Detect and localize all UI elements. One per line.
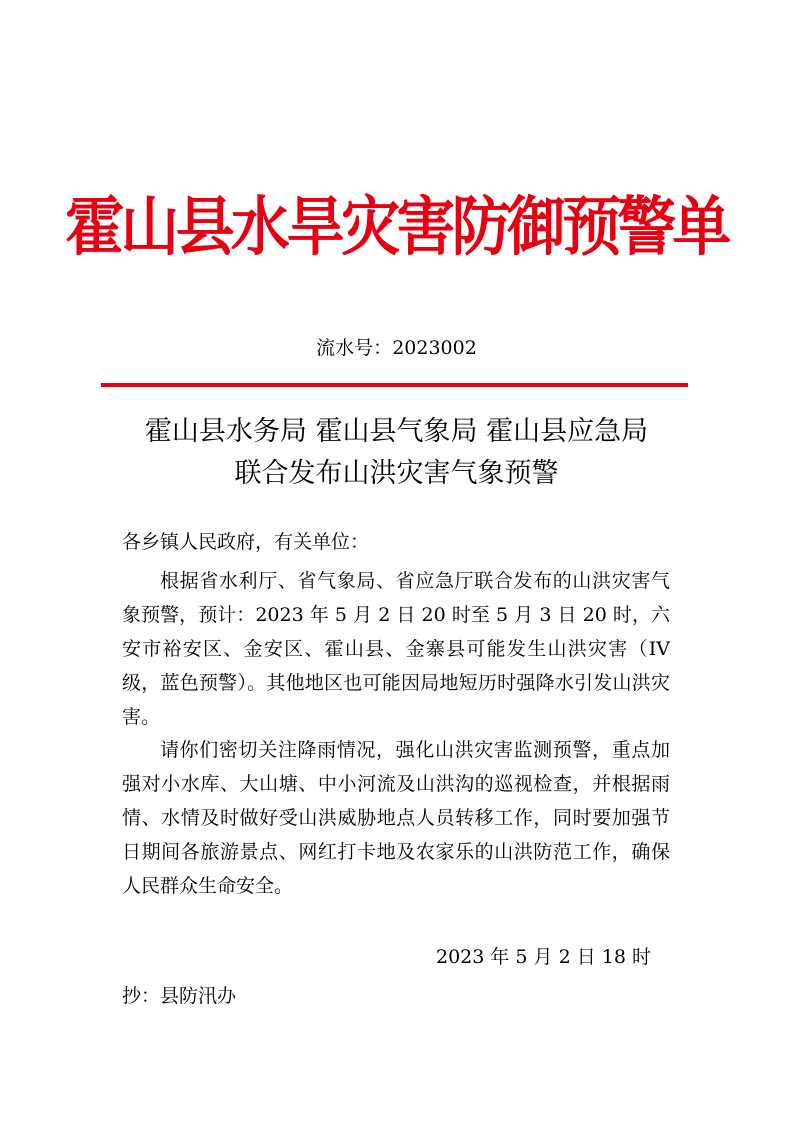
- serial-number: [0, 334, 793, 362]
- body-paragraph-forecast: 根据省水利厅、省气象局、省应急厅联合发布的山洪灾害气象预警，预计：2023 年 5 月 2 日 20 时至 5 月 3 日 20 时，六安市裕安区、金安区、霍山县、金寨县可能发生山洪灾害（IV 级，蓝色预警）。其他地区也可能因局地短历时强降水引发山洪灾害。: [122, 570, 670, 728]
- issue-datetime: 2023 年 5 月 2 日 18 时: [436, 946, 651, 968]
- masthead-title: 霍山县水旱灾害防御预警单: [65, 190, 728, 265]
- issuing-agencies-heading: 霍山县水务局 霍山县气象局 霍山县应急局: [144, 416, 649, 447]
- salutation: 各乡镇人民政府，有关单位：: [122, 531, 370, 553]
- serial-number-label: 流水号：: [316, 337, 393, 359]
- serial-number-value: 2023002: [392, 337, 477, 359]
- carbon-copy-line: 抄：县防汛办: [122, 985, 237, 1007]
- red-divider-line: [101, 383, 688, 387]
- body-paragraph-instructions: 请你们密切关注降雨情况，强化山洪灾害监测预警，重点加强对小水库、大山塘、中小河流及山洪沟的巡视检查，并根据雨情、水情及时做好受山洪威胁地点人员转移工作，同时要加强节日期间各旅游景点、网红打卡地及农家乐的山洪防范工作，确保人民群众生命安全。: [122, 739, 670, 897]
- notice-subject-heading: 联合发布山洪灾害气象预警: [234, 458, 559, 489]
